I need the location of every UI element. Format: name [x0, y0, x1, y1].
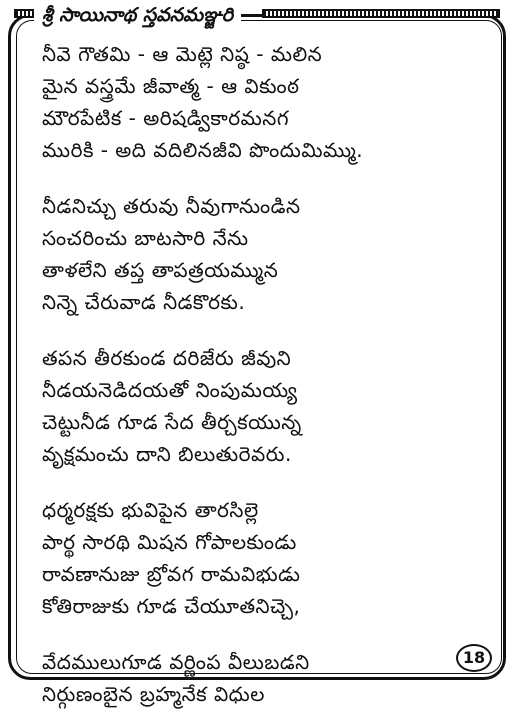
verse-line: వృక్షమంచు దాని బిలుతురెవరు. — [42, 442, 292, 466]
verse-line: నీవె గౌతమి - ఆ మెట్లె నిష్ఠ - మలిన — [42, 42, 323, 66]
page-title: శ్రీ సాయినాథ స్తవనమఞ్జరి — [34, 2, 241, 28]
verse-line: నీడయనెడిదయతో నింపుమయ్య — [42, 378, 298, 402]
verse-line: మురికి - అది వదిలినజీవి పొందుమిమ్ము. — [42, 138, 364, 162]
header-decorative-bar-right — [262, 9, 500, 18]
verse-line: నిర్గుణంబైన బ్రహ్మనేక విధుల — [42, 682, 265, 706]
verse-line: నీడనిచ్చు తరువు నీవుగానుండిన — [42, 194, 301, 218]
verse-line: నిన్నె చేరువాడ నీడకొరకు. — [42, 290, 246, 314]
page-number: 18 — [456, 644, 492, 672]
poem-body — [42, 38, 482, 710]
header-decorative-bar-left — [14, 9, 36, 18]
stanza — [42, 646, 482, 710]
verse-line: తాళలేని తప్త తాపత్రయమ్మున — [42, 258, 279, 282]
page-header — [0, 0, 520, 32]
stanza — [42, 494, 482, 622]
verse-line: రావణానుజు బ్రోవగ రామవిభుడు — [42, 562, 301, 586]
verse-line: తపన తీరకుండ దరిజేరు జీవుని — [42, 346, 292, 370]
verse-line: కోతిరాజుకు గూడ చేయూతనిచ్చె, — [42, 594, 301, 618]
verse-line: పార్థ సారథి మిషన గోపాలకుండు — [42, 530, 297, 554]
stanza — [42, 190, 482, 318]
verse-line: వేదములుగూడ వర్ణింప వీలుబడని — [42, 650, 310, 674]
verse-line: మౌరపేటిక - అరిషడ్వికారమనగ — [42, 106, 289, 130]
verse-line: ధర్మరక్షకు భువిపైన తారసిల్లె — [42, 498, 259, 522]
verse-line: చెట్టునీడ గూడ సేద తీర్చకయున్న — [42, 410, 302, 434]
verse-line: సంచరించు బాటసారి నేను — [42, 226, 249, 250]
stanza — [42, 342, 482, 470]
stanza — [42, 38, 482, 166]
verse-line: మైన వస్త్రమే జీవాత్మ - ఆ వికుంఠ — [42, 74, 300, 98]
